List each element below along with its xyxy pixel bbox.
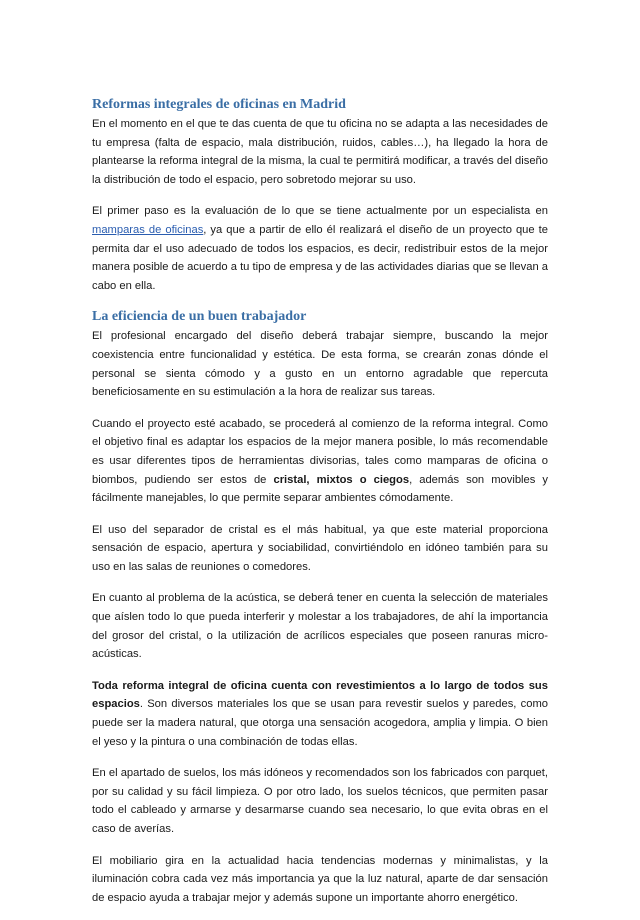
- paragraph: En el apartado de suelos, los más idóneos y recomendados son los fabricados con parquet, por su calidad y su fácil limpieza. O por otro lado, los suelos técnicos, que permiten pasar todo el cableado y armarse y desarmarse cuando sea necesario, lo que evita obras en el caso de averías.: [92, 767, 548, 835]
- paragraph: [92, 415, 548, 508]
- paragraph-text: El primer paso es la evaluación de lo que se tiene actualmente por un especialista en: [92, 205, 548, 218]
- paragraph-text: , ya que a partir de ello él realizará el diseño de un proyecto que te permita dar el uso adecuado de todos los espacios, es decir, redistribuir estos de la mejor manera posible de acuerdo a tu tipo de empresa y de las actividades diarias que se llevan a cabo en ella.: [92, 223, 548, 292]
- bold-text: cristal, mixtos o ciegos: [273, 473, 410, 486]
- paragraph: El mobiliario gira en la actualidad hacia tendencias modernas y minimalistas, y la iluminación cobra cada vez más importancia ya que la luz natural, aparte de dar sensación de espacio ayuda a trabajar mejor y además supone un importante ahorro energético.: [92, 854, 548, 904]
- section-heading-reformas: Reformas integrales de oficinas en Madrid: [92, 97, 346, 112]
- paragraph-text: . Son diversos materiales los que se usan para revestir suelos y paredes, como puede ser la madera natural, que otorga una sensación acogedora, amplia y limpia. O bien el yeso y la pintura o una combinación de todas ellas.: [92, 698, 548, 748]
- paragraph: [92, 677, 548, 751]
- paragraph-text: Cuando el proyecto esté acabado, se procederá al comienzo de la reforma integral. Como el objetivo final es adaptar los espacios de la mejor manera posible, lo más recomendable es usar diferentes tipos de herramientas divisorias, tales como mamparas de oficina o biombos, pudiendo ser estos de: [92, 417, 548, 486]
- document-body: [92, 96, 548, 920]
- paragraph: El profesional encargado del diseño deberá trabajar siempre, buscando la mejor coexistencia entre funcionalidad y estética. De esta forma, se crearán zonas dónde el personal se sienta cómodo y a gusto en un entorno agradable que repercuta beneficiosamente en su estimulación a la hora de realizar sus tareas.: [92, 330, 548, 399]
- paragraph: En cuanto al problema de la acústica, se deberá tener en cuenta la selección de materiales que aíslen todo lo que pueda interferir y molestar a los trabajadores, de ahí la importancia del grosor del cristal, o la utilización de acrílicos especiales que poseen ranuras micro-acústicas.: [92, 592, 548, 661]
- paragraph: [92, 202, 548, 295]
- paragraph: El uso del separador de cristal es el más habitual, ya que este material proporciona sensación de espacio, apertura y sociabilidad, convirtiéndolo en idóneo también para su uso en las salas de reuniones o comedores.: [92, 523, 548, 573]
- paragraph-text: , además son movibles y fácilmente manejables, lo que permite separar ambientes cómodamente.: [92, 473, 548, 505]
- paragraph: En el momento en el que te das cuenta de que tu oficina no se adapta a las necesidades de tu empresa (falta de espacio, mala distribución, ruidos, cables…), ha llegado la hora de plantearse la reforma integral de la misma, la cual te permitirá modificar, a través del diseño la distribución de todo el espacio, pero sobretodo mejorar su uso.: [92, 118, 548, 186]
- bold-text: Toda reforma integral de oficina cuenta con revestimientos a lo largo de todos sus espacios: [92, 679, 548, 711]
- mamparas-link[interactable]: mamparas de oficinas: [92, 223, 204, 236]
- section-heading-eficiencia: La eficiencia de un buen trabajador: [92, 309, 307, 325]
